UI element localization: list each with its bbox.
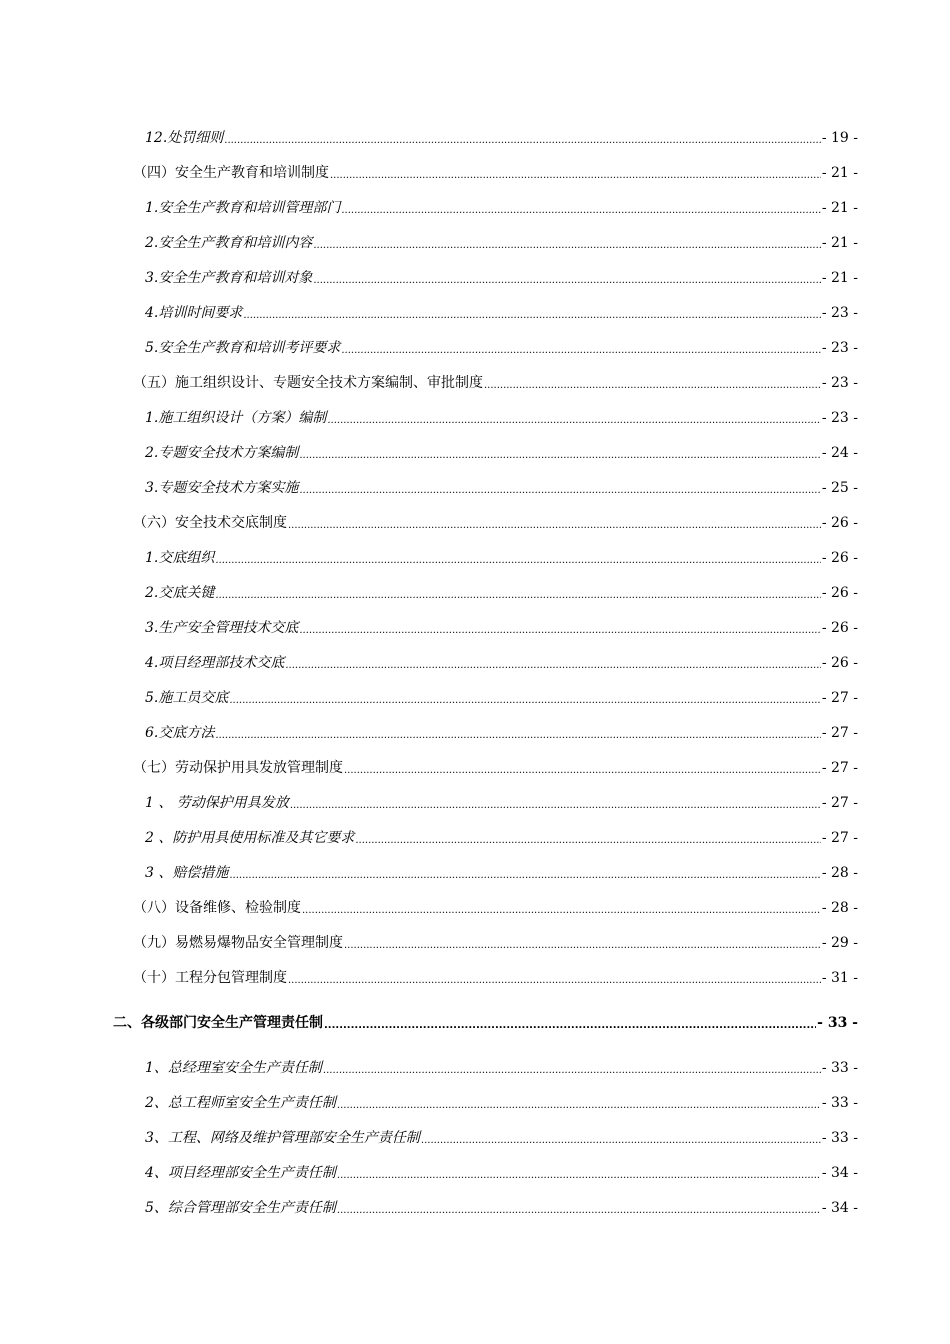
toc-entry-label: （五）施工组织设计、专题安全技术方案编制、审批制度 bbox=[133, 375, 483, 391]
toc-entry-label: 5.安全生产教育和培训考评要求 bbox=[145, 340, 341, 356]
toc-dot-leader bbox=[324, 1014, 816, 1032]
toc-dot-leader bbox=[337, 1164, 821, 1182]
toc-entry[interactable] bbox=[0, 788, 950, 812]
toc-entry-page: - 27 - bbox=[821, 760, 858, 776]
toc-entry[interactable] bbox=[0, 753, 950, 777]
toc-entry-page: - 23 - bbox=[821, 305, 858, 321]
toc-entry-label: 2.安全生产教育和培训内容 bbox=[145, 235, 313, 251]
toc-entry[interactable] bbox=[0, 1053, 950, 1077]
toc-dot-leader bbox=[421, 1129, 821, 1147]
toc-entry-label: （八）设备维修、检验制度 bbox=[133, 900, 301, 916]
toc-entry-page: - 31 - bbox=[821, 970, 858, 986]
toc-entry-label: 1 、 劳动保护用具发放 bbox=[145, 795, 289, 811]
toc-dot-leader bbox=[330, 164, 821, 182]
toc-dot-leader bbox=[344, 934, 821, 952]
toc-entry-label: 3.专题安全技术方案实施 bbox=[145, 480, 299, 496]
toc-entry-label: 1.施工组织设计（方案）编制 bbox=[145, 410, 327, 426]
toc-dot-leader bbox=[341, 199, 820, 217]
toc-dot-leader bbox=[313, 234, 820, 252]
toc-entry-label: 1.交底组织 bbox=[145, 550, 215, 566]
toc-entry[interactable] bbox=[0, 403, 950, 427]
toc-entry[interactable] bbox=[0, 298, 950, 322]
toc-entry-label: 3 、赔偿措施 bbox=[145, 865, 229, 881]
toc-entry-page: - 23 - bbox=[821, 410, 858, 426]
toc-entry[interactable] bbox=[0, 228, 950, 252]
toc-dot-leader bbox=[224, 129, 821, 147]
toc-entry[interactable] bbox=[0, 613, 950, 637]
toc-entry-label: 3、工程、网络及维护管理部安全生产责任制 bbox=[145, 1130, 420, 1146]
toc-entry-label: （六）安全技术交底制度 bbox=[133, 515, 287, 531]
toc-dot-leader bbox=[243, 304, 820, 322]
toc-entry[interactable] bbox=[0, 1158, 950, 1182]
toc-dot-leader bbox=[288, 969, 821, 987]
toc-entry[interactable] bbox=[0, 1088, 950, 1112]
toc-entry-label: 12.处罚细则 bbox=[145, 130, 224, 146]
toc-entry[interactable] bbox=[0, 823, 950, 847]
toc-entry-page: - 34 - bbox=[821, 1165, 858, 1181]
toc-entry-label: 4.项目经理部技术交底 bbox=[145, 655, 285, 671]
toc-entry-page: - 28 - bbox=[821, 865, 858, 881]
toc-entry-label: 5.施工员交底 bbox=[145, 690, 229, 706]
toc-entry-label: 5、综合管理部安全生产责任制 bbox=[145, 1200, 336, 1216]
toc-dot-leader bbox=[355, 829, 820, 847]
toc-entry-label: 1、总经理室安全生产责任制 bbox=[145, 1060, 322, 1076]
toc-dot-leader bbox=[323, 1059, 821, 1077]
toc-dot-leader bbox=[344, 759, 821, 777]
toc-entry-page: - 26 - bbox=[821, 585, 858, 601]
toc-entry-label: （九）易燃易爆物品安全管理制度 bbox=[133, 935, 343, 951]
toc-dot-leader bbox=[484, 374, 821, 392]
toc-entry[interactable] bbox=[0, 1193, 950, 1217]
toc-entry-page: - 21 - bbox=[821, 165, 858, 181]
toc-entry[interactable] bbox=[0, 928, 950, 952]
toc-entry-page: - 19 - bbox=[821, 130, 858, 146]
toc-dot-leader bbox=[299, 479, 820, 497]
toc-entry-label: 2、总工程师室安全生产责任制 bbox=[145, 1095, 336, 1111]
toc-entry-page: - 23 - bbox=[821, 340, 858, 356]
toc-entry-page: - 23 - bbox=[821, 375, 858, 391]
toc-dot-leader bbox=[327, 409, 820, 427]
toc-dot-leader bbox=[299, 444, 820, 462]
toc-entry[interactable] bbox=[0, 683, 950, 707]
toc-dot-leader bbox=[302, 899, 821, 917]
toc-entry-page: - 27 - bbox=[821, 830, 858, 846]
toc-entry-label: （七）劳动保护用具发放管理制度 bbox=[133, 760, 343, 776]
toc-entry-page: - 33 - bbox=[821, 1130, 858, 1146]
toc-entry[interactable] bbox=[0, 1123, 950, 1147]
toc-entry[interactable] bbox=[0, 333, 950, 357]
toc-dot-leader bbox=[285, 654, 820, 672]
toc-entry-label: （十）工程分包管理制度 bbox=[133, 970, 287, 986]
toc-entry[interactable] bbox=[0, 963, 950, 987]
toc-entry-label: 6.交底方法 bbox=[145, 725, 215, 741]
toc-entry-page: - 33 - bbox=[821, 1060, 858, 1076]
toc-entry-page: - 21 - bbox=[821, 235, 858, 251]
toc-entry[interactable] bbox=[0, 543, 950, 567]
toc-chapter-entry[interactable] bbox=[0, 1008, 950, 1032]
toc-dot-leader bbox=[337, 1199, 821, 1217]
toc-entry-label: 2 、防护用具使用标准及其它要求 bbox=[145, 830, 355, 846]
toc-entry-page: - 26 - bbox=[821, 620, 858, 636]
toc-entry[interactable] bbox=[0, 893, 950, 917]
toc-entry-page: - 27 - bbox=[821, 690, 858, 706]
toc-dot-leader bbox=[229, 864, 820, 882]
toc-entry[interactable] bbox=[0, 473, 950, 497]
toc-entry-page: - 27 - bbox=[821, 795, 858, 811]
toc-entry[interactable] bbox=[0, 158, 950, 182]
toc-entry-label: （四）安全生产教育和培训制度 bbox=[133, 165, 329, 181]
toc-dot-leader bbox=[299, 619, 820, 637]
toc-entry-page: - 25 - bbox=[821, 480, 858, 496]
toc-entry-label: 二、各级部门安全生产管理责任制 bbox=[113, 1015, 323, 1031]
toc-entry[interactable] bbox=[0, 578, 950, 602]
toc-entry[interactable] bbox=[0, 508, 950, 532]
toc-entry-label: 2.专题安全技术方案编制 bbox=[145, 445, 299, 461]
toc-entry-page: - 33 - bbox=[817, 1015, 858, 1031]
toc-entry[interactable] bbox=[0, 438, 950, 462]
toc-dot-leader bbox=[313, 269, 820, 287]
toc-entry[interactable] bbox=[0, 123, 950, 147]
toc-entry-label: 4.培训时间要求 bbox=[145, 305, 243, 321]
toc-dot-leader bbox=[337, 1094, 821, 1112]
toc-entry-page: - 29 - bbox=[821, 935, 858, 951]
toc-entry-label: 3.安全生产教育和培训对象 bbox=[145, 270, 313, 286]
toc-entry-label: 3.生产安全管理技术交底 bbox=[145, 620, 299, 636]
toc-dot-leader bbox=[215, 724, 820, 742]
toc-entry-page: - 28 - bbox=[821, 900, 858, 916]
toc-entry-page: - 26 - bbox=[821, 655, 858, 671]
toc-entry[interactable] bbox=[0, 718, 950, 742]
toc-entry-page: - 26 - bbox=[821, 550, 858, 566]
toc-entry-page: - 26 - bbox=[821, 515, 858, 531]
toc-dot-leader bbox=[290, 794, 821, 812]
toc-entry[interactable] bbox=[0, 648, 950, 672]
toc-dot-leader bbox=[215, 584, 820, 602]
toc-entry[interactable] bbox=[0, 193, 950, 217]
toc-entry-page: - 34 - bbox=[821, 1200, 858, 1216]
toc-entry-page: - 27 - bbox=[821, 725, 858, 741]
toc-entry[interactable] bbox=[0, 263, 950, 287]
toc-dot-leader bbox=[215, 549, 820, 567]
toc-entry-page: - 21 - bbox=[821, 200, 858, 216]
toc-entry-page: - 24 - bbox=[821, 445, 858, 461]
toc-entry-label: 4、项目经理部安全生产责任制 bbox=[145, 1165, 336, 1181]
toc-entry[interactable] bbox=[0, 858, 950, 882]
toc-entry-label: 1.安全生产教育和培训管理部门 bbox=[145, 200, 341, 216]
toc-dot-leader bbox=[341, 339, 820, 357]
toc-entry-page: - 33 - bbox=[821, 1095, 858, 1111]
toc-dot-leader bbox=[288, 514, 821, 532]
toc-dot-leader bbox=[229, 689, 820, 707]
toc-entry[interactable] bbox=[0, 368, 950, 392]
toc-entry-page: - 21 - bbox=[821, 270, 858, 286]
toc-entry-label: 2.交底关键 bbox=[145, 585, 215, 601]
